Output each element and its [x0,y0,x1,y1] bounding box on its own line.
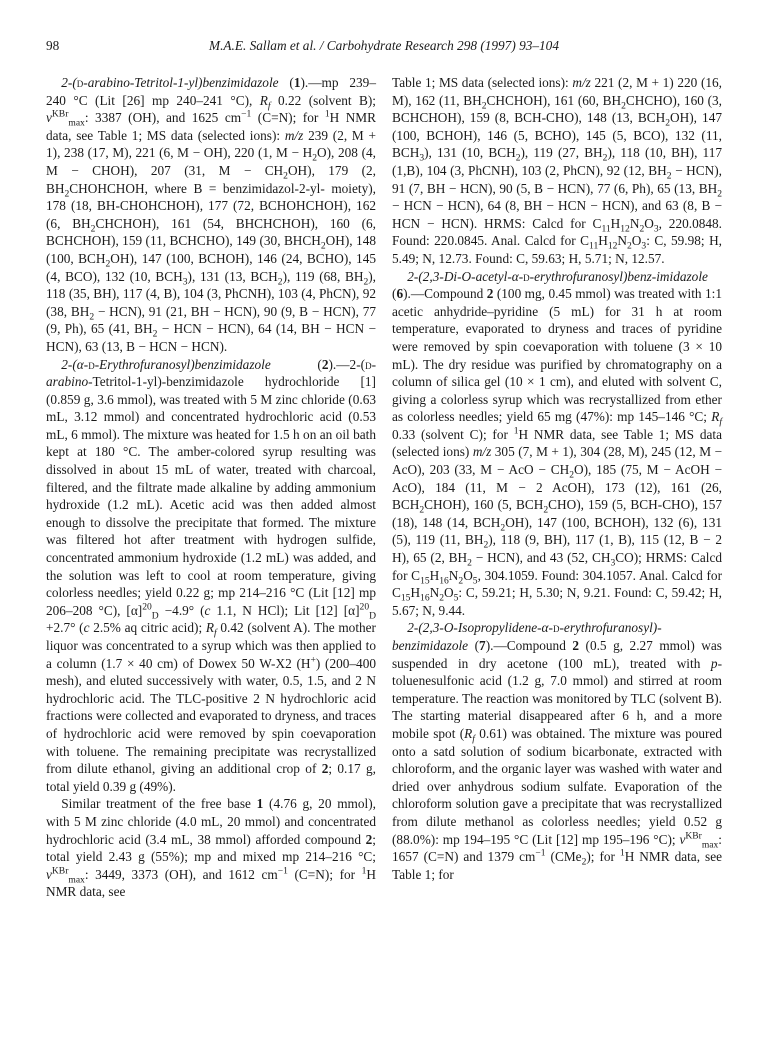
text-run: H NMR data, see [46,866,377,900]
text-run: − HCN − HCN), 64 (8, BH − HCN − HCN), and 63 (8, B − HCN − HCN). HRMS: Calcd for C [392,198,722,231]
text-run: 5 [453,592,459,604]
text-run: R [205,620,214,636]
text-run: 2 [419,504,425,516]
text-run: ), 119 (27, BH [520,145,603,161]
right-column [392,74,722,883]
text-run: -erythrofuranosyl)benz-imidazole [529,268,708,284]
text-run: 2 [481,100,487,112]
text-run: 2 [64,188,70,200]
text-run: CO); HRMS: Calcd for C [392,550,722,583]
text-run: 2 [89,311,95,323]
text-run: 2 [569,469,574,481]
text-run: 12 [607,241,618,252]
text-run: 3 [641,241,647,252]
text-run: -arabino-Tetritol-1-yl)benzimidazole [83,75,279,90]
text-run: d [552,620,560,636]
text-run: ; total yield 2.43 g (55%); mp and mixed mp 214–216 °C; [46,831,376,865]
text-run: N [617,233,628,249]
text-run: 2 [627,241,632,252]
text-run: -arabino [46,356,376,390]
text-run: 2 [486,286,494,302]
text-run: : 1657 (C=N) and 1379 cm [392,831,722,865]
text-run: f [472,733,475,745]
text-run: OH), 147 (100, BCHOH), 146 (24, BCHO), 145 (4, BCO), 132 (10, BCH [46,250,376,284]
text-run: R [259,92,268,108]
text-run: : C, 59.21; H, 5.30; N, 9.21. Found: C, 59.42; H, 5.67; N, 9.44. [392,585,722,618]
text-run: max [68,117,85,129]
text-run: 2-(2,3-Di-O-acetyl-α- [407,268,524,284]
text-run: (CMe [545,849,582,865]
text-run: ), 119 (68, BH [282,268,364,284]
text-run: m/z [284,127,304,143]
text-run: -erythrofuranosyl)-benzimidazole [392,620,662,653]
text-run: OH), 147 (100, BCHOH), 132 (6), 131 (5), 119 (11, BH [392,514,722,548]
text-run: N [429,585,440,601]
text-run: Table 1; MS data (selected ions): [392,75,573,90]
text-run: ); for [586,849,620,865]
text-run: −1 [277,865,288,877]
text-run: ).—mp 239–240 °C (Lit [26] mp 240–241 °C), [46,75,376,108]
text-run: 15 [420,575,430,587]
text-run: d [88,356,95,372]
text-run: 2 [365,831,373,847]
text-run: (0.5 g, 2.27 mmol) was suspended in dry acetone (100 mL), treated with [392,638,722,671]
text-run: CHO), 159 (5, BCH-CHO), 157 (18), 148 (14, BCH [392,497,722,530]
text-run: 20 [142,601,152,613]
text-run: 0.33 (solvent C); for [392,426,514,442]
text-run: -Erythrofuranosyl)benzimidazole [94,356,271,372]
text-run: 5 [472,575,478,587]
text-run: f [719,416,722,428]
text-run: 2 [321,356,329,372]
text-run: KBr [51,108,69,120]
text-run: ), 118 (10, BH), 117 (1,B), 104 (3, PhCNH), 103 (2, PhCN), 92 (12, BH [392,145,723,178]
text-run: 1 [361,865,367,877]
text-run: 2 [439,592,444,604]
page-header [46,38,722,56]
paragraph [46,795,376,901]
text-run: max [701,839,719,851]
text-run: ).—2-( [328,356,366,372]
text-run: OH), 179 (2, BH [46,162,377,196]
text-run: H [610,215,621,231]
running-title: M.A.E. Sallam et al. / Carbohydrate Research 298 (1997) 93–104 [209,38,559,53]
text-run: c [204,602,211,618]
text-run: 2 [602,153,608,165]
text-run: 2 [543,504,549,516]
text-run: -Tetritol-1-yl)-benzimidazole hydrochloride [1] (0.859 g, 3.6 mmol), was treated with 5 M zinc chloride (0.63 mL, 3.12 mmol) and concentrated hydrochloric acid (0.53 mL, 6 mmol). The mixture was heated for 1.5 h on an oil bath kept at 180 °C. The amber-colored syrup resulting was dissolved in about 15 mL of water, treated with charcoal, filtered, and the filtrate made alkaline by adding ammonium hydroxide (1.2 mL). Acetic acid was then added almost enough to dissolve the precipitate that formed. The mixture was filtered hot after treatment with hydrogen sulfide, concentrated ammonium hydroxide (1.2 mL) was added, and the solution was left to cool at room temperature, giving colorless needles; yield 0.22 g; mp 214–216 °C (Lit [12] mp 206–208 °C), [α] [46,374,376,618]
text-run: 1 [619,847,625,859]
paragraph [46,356,376,796]
text-run: ), 131 (13, BCH [187,268,278,284]
text-run: 1 [513,425,519,437]
text-run: max [68,874,85,886]
text-run: O [644,215,654,231]
text-run: CHCHO), 160 (3, BCHCHOH), 159 (8, BCH-CHO), 148 (13, BCH [392,92,722,126]
text-run: H [410,585,421,601]
text-run: ν [46,110,52,126]
text-run: 2.5% aq citric acid); [89,620,206,636]
text-run: 2-( [61,75,77,90]
text-run: H [429,567,440,583]
text-run: d [76,75,84,90]
text-run: m/z [572,75,591,90]
text-run: d [365,356,372,372]
text-run: 2 [467,557,472,569]
text-run: , 304.1059. Found: 304.1057. Anal. Calcd for C [392,567,722,601]
text-run: 15 [400,592,411,604]
text-run: : 3449, 3373 (OH), and 1612 cm [84,866,278,882]
text-run: 221 (2, M + 1) 220 (16, M), 162 (11, BH [392,75,722,108]
text-run: 1.1, N HCl); Lit [12] [α] [210,602,360,618]
text-run: 2 [515,153,521,165]
paragraph [392,619,722,883]
text-run: 2 [312,153,317,165]
text-run: 3 [610,557,616,569]
text-run: CHCHOH), 161 (54, BHCHCHOH), 160 (6, BCHCHOH), 159 (11, BCHCHO), 149 (30, BHCH [46,215,377,249]
text-run: − HCN), 91 (7, BH − HCN), 90 (5, B − HCN), 77 (6, Ph), 65 (13, BH [392,162,722,196]
text-run: − HCN), and 43 (52, CH [471,550,611,566]
text-run: ν [679,831,686,847]
text-run: O), 185 (75, M − AcOH − AcO), 184 (11, M − 2 AcOH), 173 (12), 161 (26, BCH [392,462,722,513]
text-run: 239 (2, M + 1), 238 (17, M), 221 (6, M − OH), 220 (1, M − H [46,127,376,161]
text-run: ), 118 (35, BH), 117 (4, B), 104 (3, PhCNH), 103 (4, PhCN), 92 (38, BH [46,268,377,319]
text-run: 3 [419,153,425,165]
text-run: : 3387 (OH), and 1625 cm [84,110,242,126]
text-run: H NMR data, see Table 1; for [392,849,722,882]
text-run: ( [270,356,322,372]
text-run: 2 [363,276,369,288]
text-run: H [598,233,608,249]
text-run: Similar treatment of the free base [61,796,257,812]
text-run: CHCHOH), 161 (60, BH [486,92,622,108]
text-run: O [631,233,642,249]
text-run: 16 [420,592,430,604]
text-run: 2 [152,328,158,340]
text-run: KBr [685,830,702,842]
text-run: 2 [572,638,580,653]
text-run: CHOH), 160 (5, BCH [424,497,544,513]
text-run: R [464,725,473,741]
text-run: ).—Compound [485,638,573,653]
paragraph [392,74,722,268]
text-run: O [444,585,454,601]
text-run: p [710,655,718,671]
text-run: R [711,409,720,425]
text-run: 2 [105,258,111,270]
text-run: + [310,654,316,666]
text-run: m/z [472,444,492,460]
text-run: ν [46,866,52,882]
text-run: 1 [293,75,301,90]
text-run: 16 [439,575,449,587]
text-run: 12 [620,223,630,235]
text-run: O [463,567,473,583]
text-run: ( [278,75,294,90]
text-run: 3 [182,276,188,288]
text-run: 2 [621,100,626,112]
text-run: N [448,567,459,583]
text-run: : C, 59.98; H, 5.49; N, 12.73. Found: C, 59.63; H, 5.71; N, 12.57. [392,233,722,266]
text-run: ( [392,286,397,302]
text-run: 11 [601,223,611,235]
text-run: 2 [500,522,506,534]
text-run: 3 [653,223,659,235]
text-run: 7 [479,638,486,653]
text-run: (100 mg, 0.45 mmol) was treated with 1:1 acetic anhydride–pyridine (5 mL) for 31 h at room temperature, evaporated to dryness and traces of pyridine were removed by spin coevaporation with toluene (3 × 10 mL). The dry residue was purified by chromatography on a column of silica gel (10 × 1 cm), and eluted with solvent C, giving a colorless syrup which was recrystallized from ether as colorless needles; yield 65 mg (47%): mp 145–146 °C; [392,286,722,425]
text-run: H NMR data, see Table 1; MS data (selected ions): [46,110,376,143]
text-run: 2-(α- [61,356,89,372]
text-run: ( [468,638,480,653]
text-run: , 220.0848. Found: 220.0845. Anal. Calcd for C [392,215,722,249]
text-run: f [213,628,217,640]
text-run: -toluenesulfonic acid (1.2 g, 7.0 mmol) and stirred at room temperature. The reaction was monitored by TLC (solvent B). The starting material disappeared after 6 h, and a more mobile spot ( [392,655,722,741]
text-run: 0.42 (solvent A). The mother liquor was concentrated to a syrup which was then applied to a column (1.7 × 40 cm) of Dowex 50 W-X2 (H [46,620,376,671]
text-run: D [369,610,376,622]
text-run: (4.76 g, 20 mmol), with 5 M zinc chloride (4.0 mL, 20 mmol) and concentrated hydrochloric acid (3.4 mL, 38 mmol) afforded compound [46,796,376,847]
text-run: H NMR data, see Table 1; MS data (selected ions) [392,426,722,460]
text-run: ).—Compound [403,286,487,302]
text-run: 2 [277,276,283,288]
text-run: +2.7° ( [46,620,84,636]
text-run: OH), 147 (100, BCHOH), 146 (5, BCHO), 145 (5, BCO), 132 (11, BCH [392,110,722,161]
text-run: (C=N); for [287,866,362,882]
text-run: 2 [665,117,671,129]
paragraph [392,268,722,620]
text-run: d [523,268,530,284]
text-run: −4.9° ( [158,602,205,618]
text-run: 2 [581,856,587,868]
text-run: 6 [396,286,404,302]
text-run: 2 [283,170,288,182]
text-run: 2 [320,241,326,252]
text-run: − HCN − HCN), 64 (14, BH − HCN − HCN), 63 (13, B − HCN − HCN). [46,321,376,354]
text-run: 305 (7, M + 1), 304 (28, M), 245 (12, M − AcO), 203 (33, M − AcO − CH [392,444,722,478]
text-run: 20 [359,601,370,613]
text-run: −1 [535,847,546,859]
text-run: 2 [90,223,96,235]
text-run: 2 [639,223,645,235]
text-run: f [267,100,271,112]
text-run: OH), 148 (100, BCH [46,233,376,266]
text-run: 2-(2,3-O-Isopropylidene-α- [407,620,553,636]
text-run: ; 0.17 g, total yield 0.39 g (49%). [46,761,376,794]
text-run: CHOHCHOH, where B = benzimidazol-2-yl- moiety), 178 (18, BH-CHOHCHOH), 177 (72, BCHOHCHOH), 162 (6, BH [46,180,376,231]
text-run: ), 131 (10, BCH [424,145,516,161]
text-run: ) (200–400 mesh), and eluted successively with water, 0.5, 1.5, and 2 N hydrochloric acid. The TLC-positive 2 N hydrochloric acid fractions were collected and evaporated to dryness, and traces of hydrochloric acid were removed by spin coevaporation with toluene. The remaining precipitate was recrystallized from dilute ethanol, giving an additional crop of [46,655,376,777]
left-column [46,74,376,901]
text-run: 1 [256,796,264,812]
text-run: (C=N); for [251,110,325,126]
text-run: − HCN), 91 (21, BH − HCN), 90 (9, B − HCN), 77 (9, Ph), 65 (41, BH [46,303,376,337]
text-run: N [629,215,640,231]
text-run: 0.22 (solvent B); [270,92,376,108]
text-run: D [151,610,159,622]
text-run: KBr [51,865,69,877]
paragraph [46,74,376,356]
text-run: 2 [321,761,329,777]
text-run: O), 208 (4, M − CHOH), 207 (31, M − CH [46,145,376,178]
text-run: 2 [483,540,489,552]
text-run: 0.61) was obtained. The mixture was poured onto a satd solution of sodium bicarbonate, extracted with chloroform, and the organic layer was washed with water and dried over anhydrous sodium sulfate. Evaporation of the chloroform solution gave a precipitate that was recrystallized from dilute methanol as colorless needles; yield 0.52 g (88.0%): mp 194–195 °C (Lit [12] mp 195–196 °C); [392,725,722,847]
text-run: ), 118 (9, BH), 117 (1, B), 115 (12, B − 2 H), 65 (2, BH [392,532,722,566]
text-run: 11 [589,241,599,252]
text-run: 2 [458,575,464,587]
text-run: 2 [666,170,672,182]
text-run: c [83,620,90,636]
text-run: 1 [324,108,330,120]
page-number: 98 [46,38,60,53]
text-run: −1 [241,108,252,120]
text-run: 2 [717,188,722,200]
